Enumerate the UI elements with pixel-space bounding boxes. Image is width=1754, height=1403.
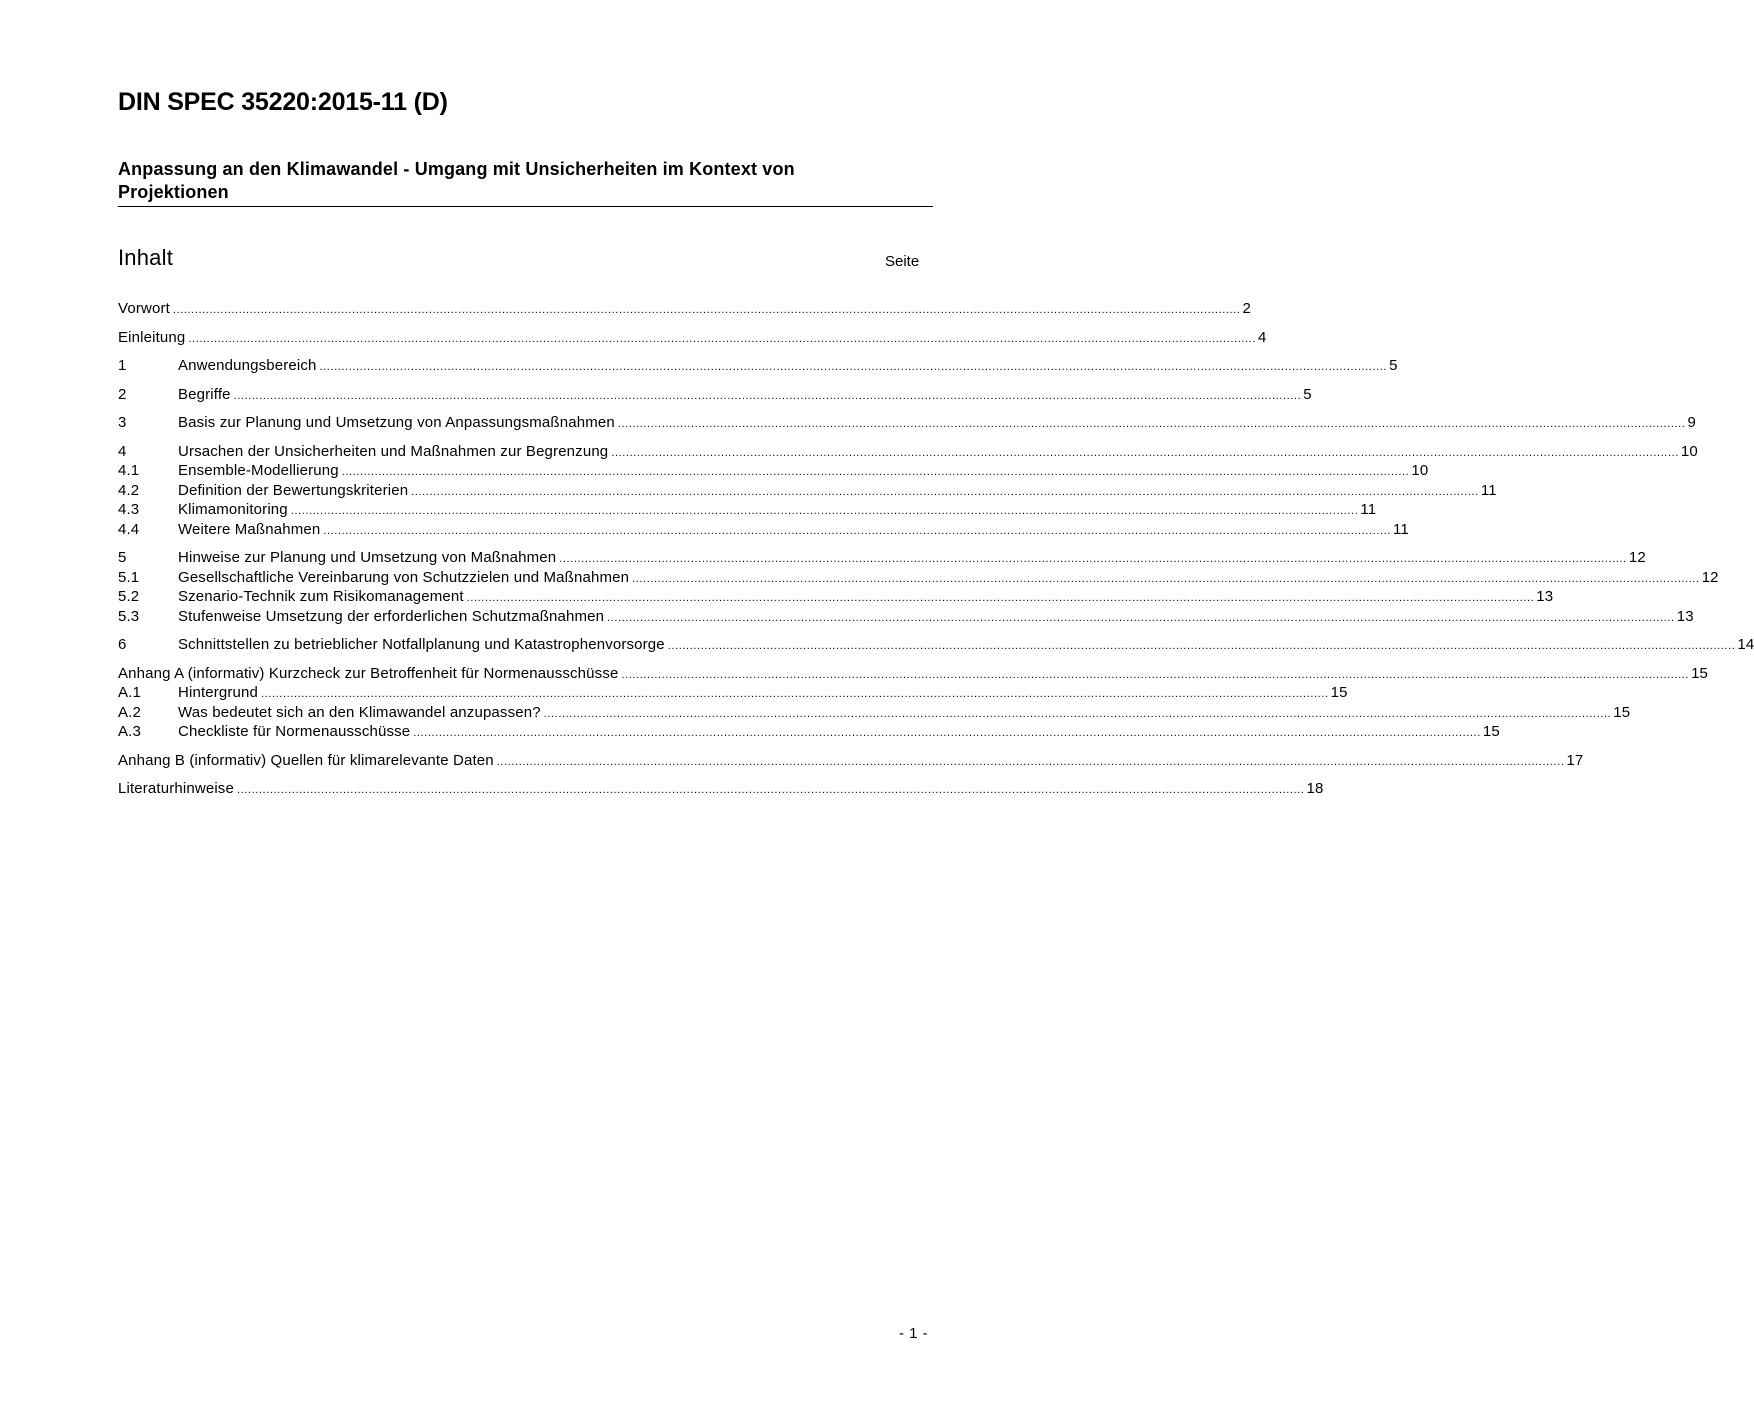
- toc-group: [118, 635, 1754, 655]
- toc-entry-title: Anwendungsbereich: [178, 357, 317, 374]
- toc-entry-title: Basis zur Planung und Umsetzung von Anpassungsmaßnahmen: [178, 414, 615, 431]
- toc-entry-number: 6: [118, 636, 127, 653]
- toc-entry-number: 1: [118, 357, 127, 374]
- toc-entry[interactable]: [118, 385, 1312, 405]
- toc-entry[interactable]: [118, 683, 1348, 703]
- toc-entry-page: 4: [1257, 328, 1267, 346]
- toc-dot-leader: [618, 415, 1686, 435]
- table-of-contents: [118, 299, 1754, 808]
- toc-entry[interactable]: [118, 635, 1754, 655]
- toc-entry-title: Gesellschaftliche Vereinbarung von Schutzzielen und Maßnahmen: [178, 568, 630, 586]
- toc-entry-number: 5.3: [118, 607, 140, 625]
- toc-entry-page: 14: [1737, 636, 1754, 653]
- toc-group: [118, 356, 1398, 376]
- toc-entry-title: Stufenweise Umsetzung der erforderlichen Schutzmaßnahmen: [178, 607, 605, 625]
- toc-entry-page: 17: [1566, 751, 1584, 769]
- toc-entry-page: 5: [1303, 385, 1312, 403]
- toc-entry-number: 2: [118, 385, 127, 403]
- toc-entry-page: 15: [1330, 684, 1348, 701]
- toc-group: [118, 442, 1698, 540]
- toc-entry-title: Vorwort: [118, 300, 170, 317]
- toc-entry-number: A.1: [118, 684, 141, 701]
- toc-entry-number: 3: [118, 414, 127, 431]
- toc-dot-leader: [237, 781, 1305, 801]
- toc-entry-number: 4.2: [118, 481, 140, 499]
- toc-dot-leader: [173, 301, 1241, 321]
- toc-entry-page: 18: [1306, 780, 1324, 797]
- toc-entry-page: 13: [1676, 607, 1694, 625]
- toc-entry[interactable]: [118, 751, 1584, 771]
- toc-dot-leader: [411, 483, 1479, 503]
- document-title: Anpassung an den Klimawandel - Umgang mit Unsicherheiten im Kontext von Projektionen: [118, 159, 795, 202]
- toc-entry-page: 9: [1687, 414, 1696, 431]
- toc-entry[interactable]: [118, 703, 1631, 723]
- toc-entry[interactable]: [118, 413, 1696, 433]
- toc-dot-leader: [188, 330, 1256, 350]
- toc-dot-leader: [413, 724, 1481, 744]
- toc-dot-leader: [497, 753, 1565, 773]
- toc-group: [118, 779, 1324, 799]
- toc-dot-leader: [668, 637, 1736, 657]
- toc-dot-leader: [467, 589, 1535, 609]
- toc-entry-title: Anhang B (informativ) Quellen für klimarelevante Daten: [118, 751, 494, 769]
- toc-entry-title: Hinweise zur Planung und Umsetzung von Maßnahmen: [178, 549, 557, 566]
- toc-entry[interactable]: [118, 442, 1698, 462]
- toc-dot-leader: [559, 550, 1627, 570]
- toc-entry-title: Ensemble-Modellierung: [178, 462, 339, 479]
- toc-dot-leader: [342, 463, 1410, 483]
- toc-entry[interactable]: [118, 461, 1429, 481]
- toc-entry-number: 4: [118, 442, 127, 460]
- toc-entry[interactable]: [118, 664, 1709, 684]
- toc-page-column-label: Seite: [885, 253, 920, 270]
- toc-entry-page: 15: [1482, 723, 1500, 740]
- toc-dot-leader: [607, 609, 1675, 629]
- toc-entry-title: Ursachen der Unsicherheiten und Maßnahmen zur Begrenzung: [178, 442, 609, 460]
- toc-dot-leader: [323, 522, 1391, 542]
- toc-entry-number: 4.4: [118, 520, 140, 538]
- toc-entry-title: Klimamonitoring: [178, 501, 288, 518]
- toc-entry-page: 12: [1628, 549, 1646, 566]
- toc-entry-title: Hintergrund: [178, 684, 259, 701]
- toc-group: [118, 299, 1251, 319]
- toc-group: [118, 385, 1312, 405]
- page-number: - 1 -: [899, 1325, 929, 1342]
- toc-entry-title: Anhang A (informativ) Kurzcheck zur Betroffenheit für Normenausschüsse: [118, 664, 619, 682]
- toc-group: [118, 751, 1584, 771]
- toc-entry[interactable]: [118, 520, 1409, 540]
- toc-dot-leader: [621, 666, 1689, 686]
- toc-entry-title: Definition der Bewertungskriterien: [178, 481, 409, 499]
- toc-heading: Inhalt: [118, 245, 174, 270]
- toc-entry[interactable]: [118, 299, 1251, 319]
- toc-dot-leader: [544, 705, 1612, 725]
- toc-entry-page: 15: [1691, 664, 1709, 682]
- toc-entry[interactable]: [118, 500, 1377, 520]
- toc-dot-leader: [319, 358, 1387, 378]
- toc-entry-page: 10: [1411, 462, 1429, 479]
- toc-entry-number: 5.1: [118, 568, 140, 586]
- toc-entry-number: 4.1: [118, 462, 140, 479]
- toc-entry-page: 15: [1613, 703, 1631, 721]
- toc-dot-leader: [611, 444, 1679, 464]
- toc-entry[interactable]: [118, 328, 1267, 348]
- toc-entry[interactable]: [118, 481, 1497, 501]
- toc-entry[interactable]: [118, 722, 1500, 742]
- toc-entry[interactable]: [118, 356, 1398, 376]
- toc-group: [118, 413, 1696, 433]
- toc-entry-number: 4.3: [118, 501, 140, 518]
- toc-entry-title: Einleitung: [118, 328, 186, 346]
- toc-entry-title: Literaturhinweise: [118, 780, 234, 797]
- toc-entry[interactable]: [118, 607, 1694, 627]
- toc-entry-number: 5: [118, 549, 127, 566]
- toc-entry-number: 5.2: [118, 588, 140, 605]
- toc-entry[interactable]: [118, 548, 1646, 568]
- title-divider: [118, 206, 933, 207]
- toc-entry-page: 5: [1389, 357, 1398, 374]
- toc-entry-title: Checkliste für Normenausschüsse: [178, 723, 411, 740]
- toc-group: [118, 548, 1719, 626]
- toc-entry-title: Weitere Maßnahmen: [178, 520, 321, 538]
- toc-entry[interactable]: [118, 568, 1719, 588]
- toc-entry-page: 11: [1480, 481, 1497, 499]
- toc-entry-number: A.2: [118, 703, 141, 721]
- toc-group: [118, 664, 1709, 742]
- toc-entry-page: 11: [1392, 520, 1409, 538]
- toc-entry-title: Schnittstellen zu betrieblicher Notfallplanung und Katastrophenvorsorge: [178, 636, 665, 653]
- document-id: DIN SPEC 35220:2015-11 (D): [118, 88, 448, 116]
- toc-entry-page: 11: [1360, 501, 1377, 518]
- toc-dot-leader: [234, 387, 1302, 407]
- toc-entry-number: A.3: [118, 723, 141, 740]
- toc-entry-page: 10: [1680, 442, 1698, 460]
- toc-dot-leader: [291, 502, 1359, 522]
- toc-entry-page: 13: [1536, 588, 1554, 605]
- toc-entry-title: Szenario-Technik zum Risikomanagement: [178, 588, 464, 605]
- toc-group: [118, 328, 1267, 348]
- toc-entry[interactable]: [118, 587, 1554, 607]
- toc-entry-page: 12: [1701, 568, 1719, 586]
- toc-entry-page: 2: [1242, 300, 1251, 317]
- toc-entry-title: Begriffe: [178, 385, 231, 403]
- toc-entry-title: Was bedeutet sich an den Klimawandel anzupassen?: [178, 703, 541, 721]
- toc-entry[interactable]: [118, 779, 1324, 799]
